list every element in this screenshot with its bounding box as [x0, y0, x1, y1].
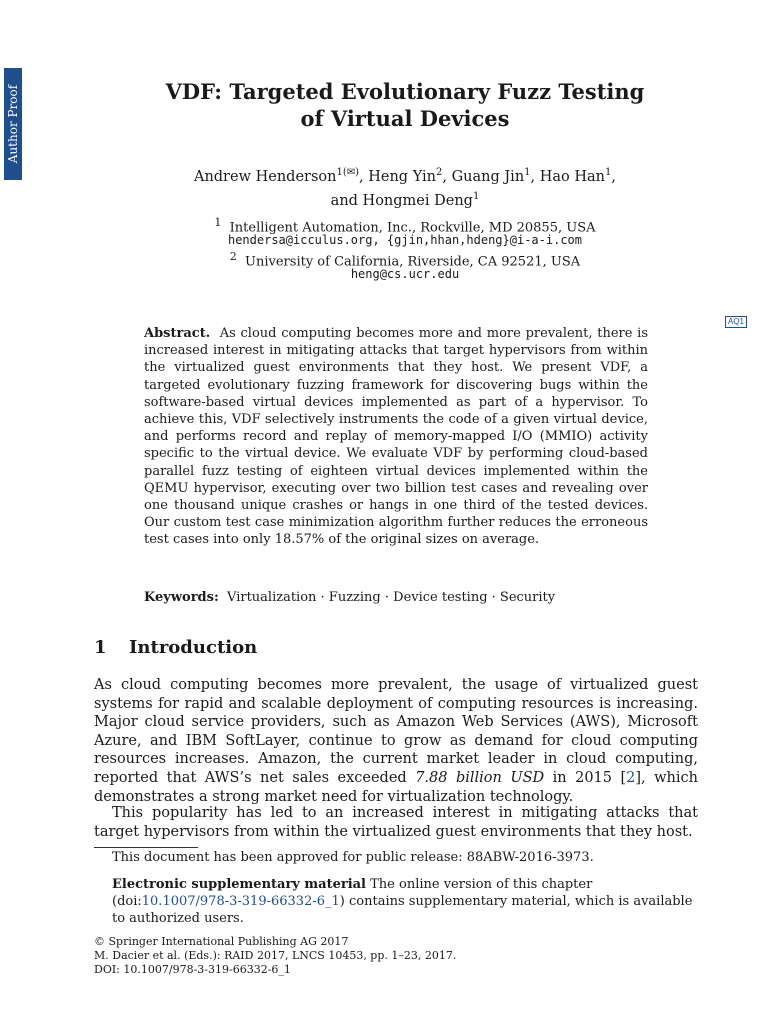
- keywords: [144, 590, 555, 605]
- section-heading: [94, 637, 257, 658]
- footnote-esm: [112, 876, 698, 927]
- abstract-label: Abstract.: [144, 326, 211, 341]
- affiliation-text: University of California, Riverside, CA 92521, USA: [245, 254, 581, 270]
- author-affil-mark: 2: [435, 167, 443, 178]
- copyright-line: © Springer International Publishing AG 2017: [94, 935, 349, 948]
- author-proof-text: Author Proof: [6, 84, 20, 164]
- footnote-release: This document has been approved for public release: 88ABW-2016-3973.: [112, 850, 594, 865]
- esm-text: The online version of this chapter (doi:: [112, 877, 593, 909]
- affiliation-number: 2: [229, 250, 237, 263]
- intro-text: ], which demonstrates a strong market need for virtualization technology.: [94, 769, 698, 805]
- citation-line: M. Dacier et al. (Eds.): RAID 2017, LNCS 10453, pp. 1–23, 2017.: [94, 949, 457, 962]
- copyright-block: [94, 935, 456, 977]
- intro-emphasis: 7.88 billion USD: [415, 769, 545, 786]
- intro-paragraph-1: [94, 676, 698, 806]
- affiliation-number: 1: [214, 216, 222, 229]
- esm-text: ) contains supplementary material, which is available to authorized users.: [112, 894, 693, 926]
- affiliation-2-email: heng@cs.ucr.edu: [350, 267, 460, 281]
- author-proof-badge: [4, 68, 22, 180]
- keywords-label: Keywords:: [144, 590, 219, 605]
- author-separator: ,: [611, 168, 617, 185]
- paper-title-line2: of Virtual Devices: [300, 106, 510, 131]
- footnote-rule: [94, 847, 198, 848]
- paper-title-line1: VDF: Targeted Evolutionary Fuzz Testing: [165, 79, 645, 104]
- abstract: [144, 325, 648, 549]
- author-name: , Hao Han: [530, 168, 606, 185]
- author-list: [80, 163, 730, 211]
- section-title: Introduction: [129, 637, 258, 658]
- section-number: 1: [94, 637, 107, 658]
- affiliation-1-email: hendersa@icculus.org, {gjin,hhan,hdeng}@i-a-i.com: [227, 233, 582, 247]
- author-name: and Hongmei Deng: [330, 192, 473, 209]
- abstract-text: As cloud computing becomes more and more prevalent, there is increased interest in mitigating attacks that target hypervisors from within the virtualized guest environments that they host. We present VDF, a targeted evolutionary fuzzing framework for discovering bugs within the software-based virtual devices implemented as part of a hypervisor. To achieve this, VDF selectively instruments the code of a given virtual device, and performs record and replay of memory-mapped I/O (MMIO) activity specific to the virtual device. We evaluate VDF by performing cloud-based parallel fuzz testing of eighteen virtual devices implemented within the QEMU hypervisor, executing over two billion test cases and revealing over one thousand unique crashes or hangs in one third of the tested devices. Our custom test case minimization algorithm further reduces the erroneous test cases into only 18.57% of the original sizes on average.: [144, 326, 648, 548]
- doi-link[interactable]: 10.1007/978-3-319-66332-6_1: [141, 894, 340, 909]
- author-name: Andrew Henderson: [193, 168, 337, 185]
- author-query-tag[interactable]: AQ1: [725, 316, 747, 328]
- doi-line: DOI: 10.1007/978-3-319-66332-6_1: [94, 963, 291, 976]
- keywords-text: Virtualization · Fuzzing · Device testing · Security: [227, 590, 556, 605]
- author-affil-mark: 1: [605, 167, 612, 178]
- intro-text: in 2015 [: [544, 769, 627, 786]
- author-affil-mark: 1: [524, 167, 531, 178]
- citation-link[interactable]: 2: [626, 769, 636, 786]
- author-affil-mark: 1(✉): [336, 167, 360, 178]
- affiliation-text: Intelligent Automation, Inc., Rockville, MD 20855, USA: [229, 220, 596, 236]
- author-name: , Heng Yin: [359, 168, 436, 185]
- intro-text: As cloud computing becomes more prevalent, the usage of virtualized guest systems for rapid and scalable deployment of computing resources is increasing. Major cloud service providers, such as Amazon Web Services (AWS), Microsoft Azure, and IBM SoftLayer, continue to grow as demand for cloud computing resources increases. Amazon, the current market leader in cloud computing, reported that AWS’s net sales exceeded: [94, 677, 698, 786]
- author-affil-mark: 1: [472, 190, 480, 202]
- author-name: , Guang Jin: [442, 168, 525, 185]
- intro-paragraph-2: This popularity has led to an increased interest in mitigating attacks that target hypervisors from within the virtualized guest environments that they host.: [94, 805, 698, 840]
- esm-label: Electronic supplementary material: [112, 877, 366, 892]
